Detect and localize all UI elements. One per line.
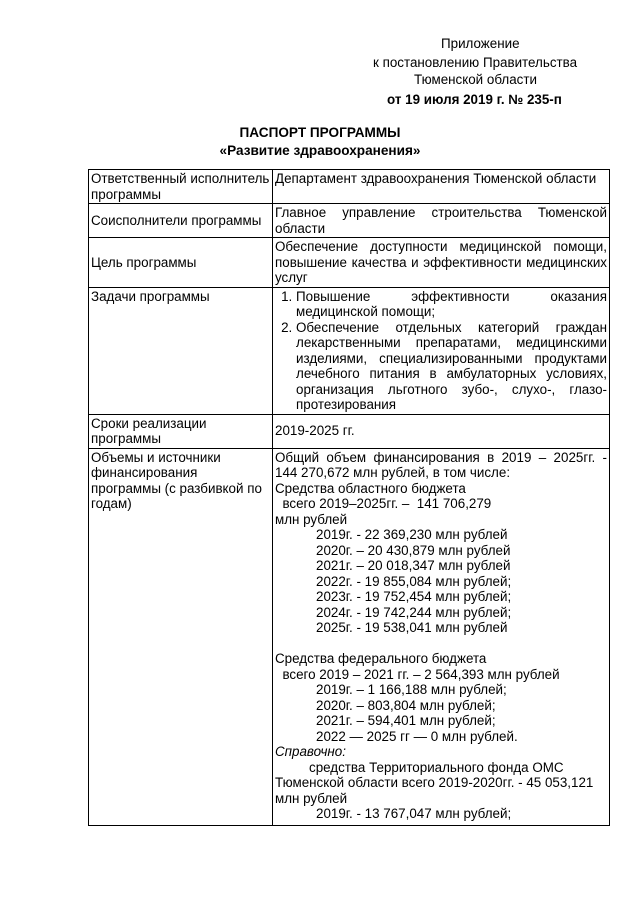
reference-label: Справочно: bbox=[275, 744, 346, 759]
spacer bbox=[275, 636, 607, 652]
page-title: ПАСПОРТ ПРОГРАММЫ bbox=[239, 125, 401, 140]
program-name: «Развитие здравоохранения» bbox=[219, 143, 421, 158]
row-value-funding bbox=[273, 448, 610, 825]
list-item: 2021г. – 594,401 млн рублей; bbox=[316, 713, 496, 728]
row-value-goal: Обеспечение доступности медицинской помощи, повышение качества и эффективности медицинских услуг bbox=[273, 238, 610, 288]
table-row bbox=[89, 414, 610, 448]
resolution-reference: к постановлению Правительства bbox=[373, 55, 578, 70]
list-item: 2019г. – 1 166,188 млн рублей; bbox=[316, 682, 507, 697]
row-label-responsible: Ответственный исполнитель программы bbox=[89, 170, 273, 204]
list-item: 2024г. - 19 742,244 млн рублей; bbox=[316, 604, 512, 620]
tasks-list bbox=[275, 289, 607, 413]
row-label-funding: Объемы и источники финансирования программы (с разбивкой по годам) bbox=[89, 448, 273, 825]
row-label-terms: Сроки реализации программы bbox=[89, 414, 273, 448]
list-item: 1. Повышение эффективности оказания медицинской помощи; bbox=[296, 289, 607, 320]
list-item: 2025г. - 19 538,041 млн рублей bbox=[316, 620, 508, 635]
regional-budget-title: Средства областного бюджета bbox=[275, 480, 466, 496]
row-label-coexecutors: Соисполнители программы bbox=[89, 204, 273, 238]
list-item: 2023г. - 19 752,454 млн рублей; bbox=[316, 589, 512, 604]
oms-line-1: средства Территориального фонда ОМС bbox=[309, 759, 564, 775]
program-passport-table bbox=[88, 169, 610, 826]
list-item: 2021г. – 20 018,347 млн рублей bbox=[316, 558, 511, 573]
appendix-label: Приложение bbox=[441, 36, 520, 51]
table-row bbox=[89, 287, 610, 414]
row-label-goal: Цель программы bbox=[89, 238, 273, 288]
regional-budget-total: всего 2019–2025гг. – 141 706,279 bbox=[275, 496, 492, 511]
regional-budget-unit: млн рублей bbox=[275, 511, 348, 527]
resolution-date: от 19 июля 2019 г. № 235-п bbox=[387, 92, 562, 107]
list-item: 2. Обеспечение отдельных категорий граждан лекарственными препаратами, медицинскими изделиями, специализированными продуктами лечебного питания в амбулаторных условиях, организация льготного зубо-, слухо-, глазо-протезирования bbox=[296, 320, 607, 413]
oms-line-3: млн рублей bbox=[275, 790, 348, 806]
list-item: 2022г. - 19 855,084 млн рублей; bbox=[316, 573, 512, 589]
row-value-tasks bbox=[273, 287, 610, 414]
list-item: 2022 — 2025 гг — 0 млн рублей. bbox=[316, 728, 518, 744]
region-name: Тюменской области bbox=[414, 72, 537, 87]
list-item: 2020г. – 20 430,879 млн рублей bbox=[316, 542, 511, 558]
list-item: 2020г. – 803,804 млн рублей; bbox=[316, 697, 496, 713]
row-value-terms: 2019-2025 гг. bbox=[273, 414, 610, 448]
row-label-tasks: Задачи программы bbox=[89, 287, 273, 414]
row-value-coexecutors: Главное управление строительства Тюменской области bbox=[273, 204, 610, 238]
oms-year-2019: 2019г. - 13 767,047 млн рублей; bbox=[316, 806, 512, 821]
list-item: 2019г. - 22 369,230 млн рублей bbox=[316, 527, 508, 542]
table-row bbox=[89, 170, 610, 204]
table-row bbox=[89, 238, 610, 288]
federal-budget-total: всего 2019 – 2021 гг. – 2 564,393 млн рублей bbox=[275, 666, 560, 682]
table-row bbox=[89, 204, 610, 238]
regional-years-list bbox=[275, 527, 607, 636]
row-value-responsible: Департамент здравоохранения Тюменской области bbox=[273, 170, 610, 204]
federal-budget-title: Средства федерального бюджета bbox=[275, 651, 487, 666]
funding-total: Общий объем финансирования в 2019 – 2025гг. - 144 270,672 млн рублей, в том числе: bbox=[275, 449, 607, 480]
table-row bbox=[89, 448, 610, 825]
federal-years-list bbox=[275, 682, 607, 744]
oms-line-2: Тюменской области всего 2019-2020гг. - 45 053,121 bbox=[275, 775, 594, 790]
